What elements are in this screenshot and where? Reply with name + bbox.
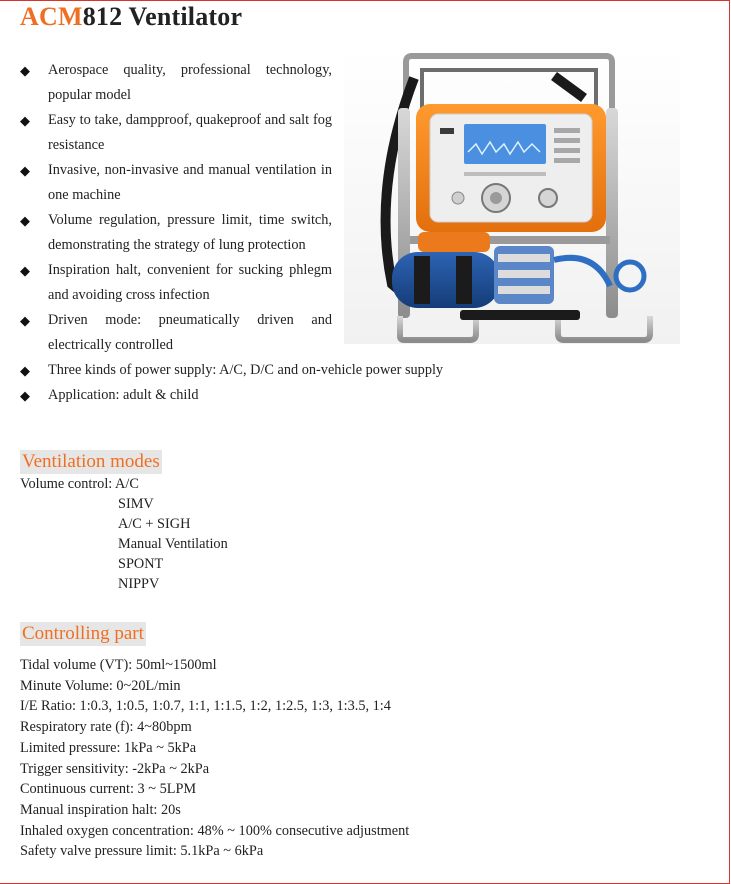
feature-item [20,158,332,208]
diamond-bullet-icon: ◆ [20,163,30,178]
feature-text: Inspiration halt, convenient for sucking phlegm and avoiding cross infection [48,262,332,303]
feature-item [20,208,332,258]
model-name: 812 Ventilator [82,2,243,31]
mode-item: SIMV [118,496,154,512]
diamond-bullet-icon: ◆ [20,113,30,128]
diamond-bullet-icon: ◆ [20,313,30,328]
feature-item [20,58,332,108]
mode-item: Manual Ventilation [118,536,228,552]
controlling-spec-list [20,655,409,862]
spec-item: Trigger sensitivity: -2kPa ~ 2kPa [20,760,210,777]
feature-item [20,108,332,158]
spec-item: Limited pressure: 1kPa ~ 5kPa [20,739,197,756]
spec-item: Respiratory rate (f): 4~80bpm [20,719,192,736]
spec-item: Tidal volume (VT): 50ml~1500ml [20,657,217,673]
controlling-part-heading: Controlling part [22,623,144,644]
diamond-bullet-icon: ◆ [20,213,30,228]
spec-item: Minute Volume: 0~20L/min [20,677,181,694]
spec-item: Inhaled oxygen concentration: 48% ~ 100% consecutive adjustment [20,822,410,839]
diamond-bullet-icon: ◆ [20,363,30,378]
feature-text: Easy to take, dampproof, quakeproof and salt fog resistance [48,112,332,153]
diamond-bullet-icon: ◆ [20,388,30,403]
feature-text: Volume regulation, pressure limit, time switch, demonstrating the strategy of lung protection [48,212,332,253]
diamond-bullet-icon: ◆ [20,63,30,78]
mode-item: NIPPV [118,576,160,592]
ventilator-product-image [344,48,680,344]
spec-item: I/E Ratio: 1:0.3, 1:0.5, 1:0.7, 1:1, 1:1.5, 1:2, 1:2.5, 1:3, 1:3.5, 1:4 [20,698,391,715]
mode-item: A/C + SIGH [118,516,191,532]
diamond-bullet-icon: ◆ [20,263,30,278]
feature-text: Aerospace quality, professional technology, popular model [48,62,332,103]
feature-item [20,308,332,358]
spec-item: Continuous current: 3 ~ 5LPM [20,781,197,798]
feature-item [20,383,508,408]
brand-name: ACM [20,2,83,31]
feature-item [20,258,332,308]
ventilation-modes-heading: Ventilation modes [22,451,160,472]
feature-item [20,358,508,383]
mode-item: SPONT [118,556,164,572]
volume-control-label: Volume control: A/C [20,476,139,492]
feature-text: Driven mode: pneumatically driven and electrically controlled [48,312,332,353]
feature-text: Application: adult & child [48,387,199,403]
page-title [20,2,242,32]
ventilation-modes-list [20,474,228,594]
feature-text: Invasive, non-invasive and manual ventilation in one machine [48,162,332,203]
spec-item: Safety valve pressure limit: 5.1kPa ~ 6kPa [20,843,264,860]
spec-item: Manual inspiration halt: 20s [20,801,181,818]
feature-text: Three kinds of power supply: A/C, D/C and on-vehicle power supply [48,362,444,378]
